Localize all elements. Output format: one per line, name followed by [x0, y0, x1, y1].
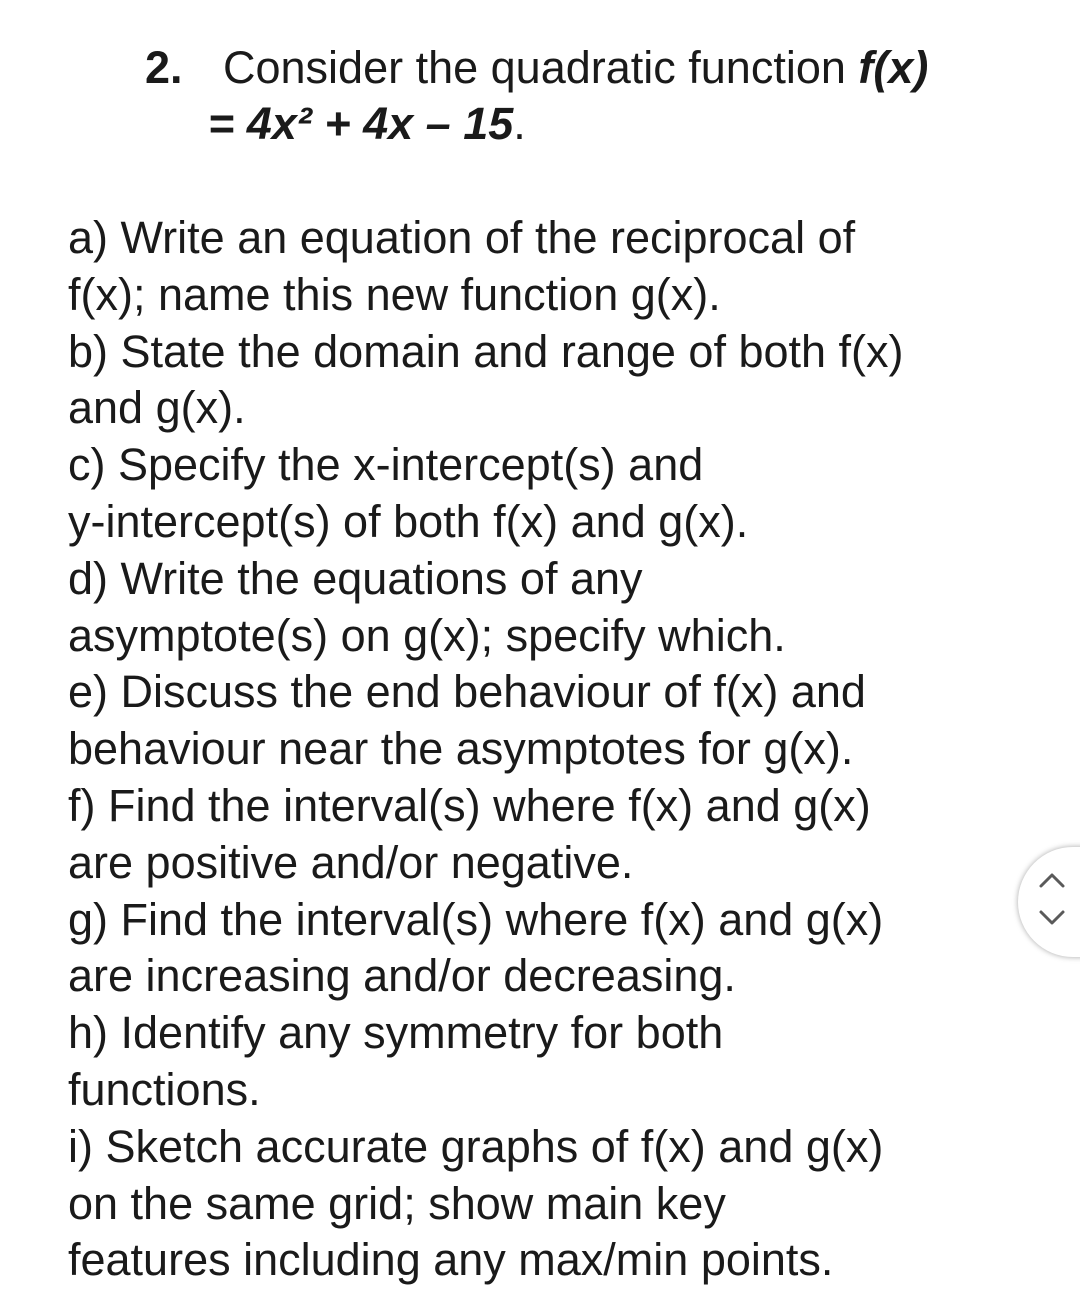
- question-period: .: [513, 98, 526, 149]
- part-b-line-1: b) State the domain and range of both f(x): [68, 325, 904, 377]
- part-a-line-2: f(x); name this new function g(x).: [68, 268, 721, 320]
- part-e-line-1: e) Discuss the end behaviour of f(x) and: [68, 666, 866, 718]
- part-b-line-2: and g(x).: [68, 382, 246, 434]
- function-name: f(x): [858, 42, 929, 93]
- part-c-line-1: c) Specify the x-intercept(s) and: [68, 439, 704, 491]
- chevron-down-icon[interactable]: [1038, 909, 1066, 927]
- part-i-line-3: features including any max/min points.: [68, 1234, 834, 1286]
- chevron-up-icon[interactable]: [1038, 871, 1066, 889]
- part-i-line-1: i) Sketch accurate graphs of f(x) and g(x): [68, 1120, 884, 1172]
- function-definition: = 4x² + 4x – 15: [208, 98, 514, 149]
- part-g-line-2: are increasing and/or decreasing.: [68, 950, 736, 1002]
- part-e-line-2: behaviour near the asymptotes for g(x).: [68, 723, 854, 775]
- part-f-line-1: f) Find the interval(s) where f(x) and g(x): [68, 779, 871, 831]
- question-parts: [68, 210, 1028, 1289]
- question-text: Consider the quadratic function: [223, 42, 859, 93]
- part-h-line-2: functions.: [68, 1063, 261, 1115]
- part-c-line-2: y-intercept(s) of both f(x) and g(x).: [68, 495, 749, 547]
- part-a-line-1: a) Write an equation of the reciprocal of: [68, 212, 856, 263]
- question-header: [145, 40, 928, 152]
- question-line-1: [145, 40, 928, 96]
- part-h-line-1: h) Identify any symmetry for both: [68, 1007, 724, 1059]
- question-line-2: [145, 96, 928, 152]
- part-g-line-1: g) Find the interval(s) where f(x) and g(x): [68, 893, 884, 945]
- part-f-line-2: are positive and/or negative.: [68, 836, 634, 888]
- part-d-line-1: d) Write the equations of any: [68, 552, 643, 604]
- part-d-line-2: asymptote(s) on g(x); specify which.: [68, 609, 786, 661]
- question-number: 2.: [145, 42, 183, 93]
- part-i-line-2: on the same grid; show main key: [68, 1177, 726, 1229]
